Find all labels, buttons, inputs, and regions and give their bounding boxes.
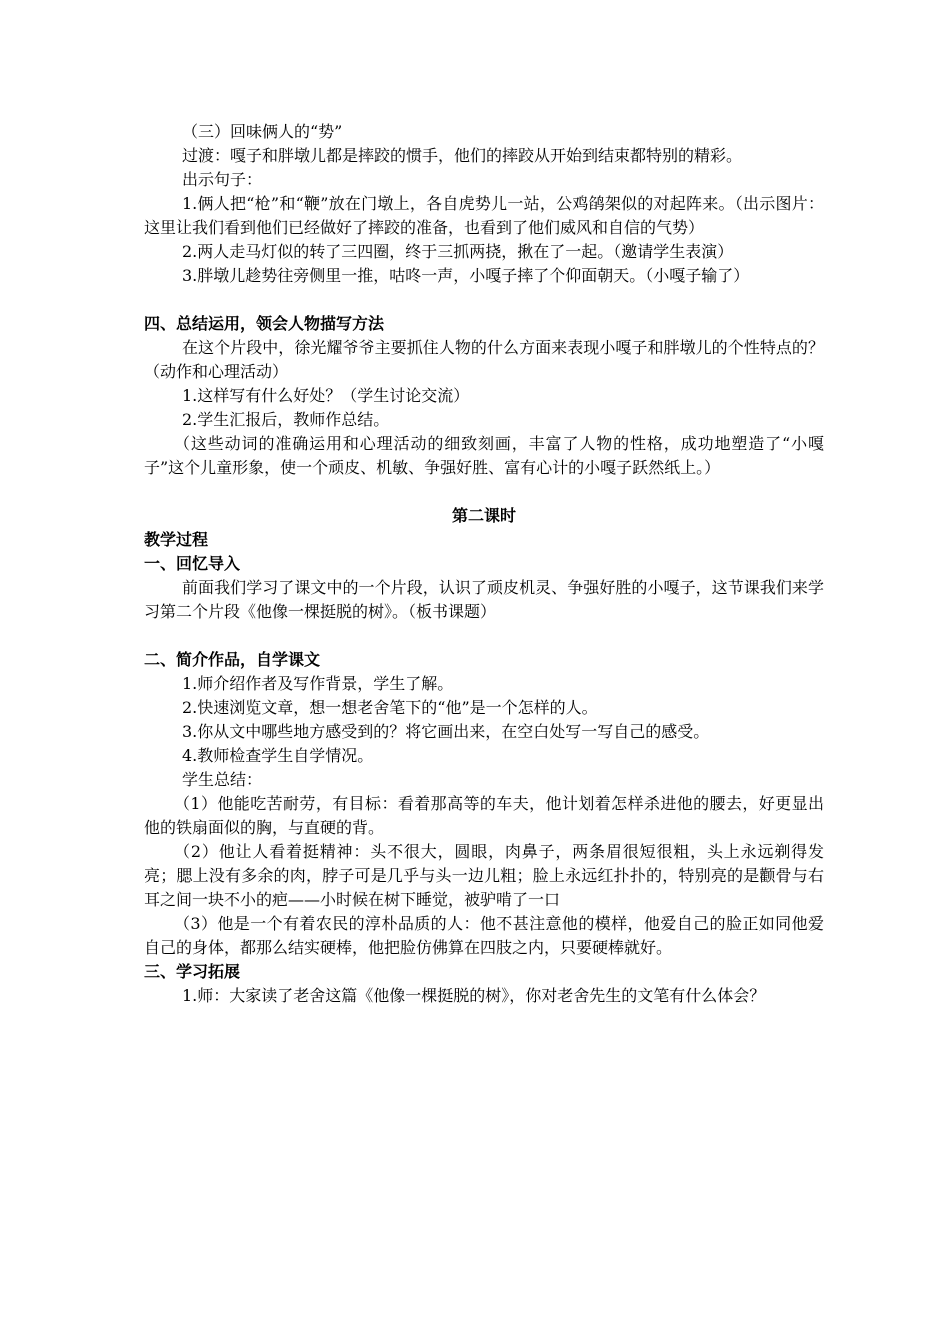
summary-point-2: （2）他让人看着挺精神：头不很大，圆眼，肉鼻子，两条眉很短很粗，头上永远剃得发亮；腮上没有多余的肉，脖子可是几乎与头一边儿粗；脸上永远红扑扑的，特别亮的是颧骨与右耳之间一块不小的疤——小时候在树下睡觉，被驴啃了一口	[144, 842, 824, 909]
section-4-item-1: 1.这样写有什么好处？（学生讨论交流）	[182, 386, 470, 405]
section-4-paragraph: 在这个片段中，徐光耀爷爷主要抓住人物的什么方面来表现小嘎子和胖墩儿的个性特点的？（动作和心理活动）	[144, 338, 824, 381]
sentence-3: 3.胖墩儿趁势往旁侧里一推，咕咚一声，小嘎子摔了个仰面朝天。（小嘎子输了）	[182, 266, 750, 285]
review-intro-paragraph: 前面我们学习了课文中的一个片段，认识了顽皮机灵、争强好胜的小嘎子，这节课我们来学习第二个片段《他像一棵挺脱的树》。（板书课题）	[144, 578, 824, 621]
self-study-item-2: 2.快速浏览文章，想一想老舍笔下的“他”是一个怎样的人。	[182, 698, 598, 717]
show-sentences-label: 出示句子：	[182, 170, 263, 189]
sentence-2: 2.两人走马灯似的转了三四圈，终于三抓两挠，揪在了一起。（邀请学生表演）	[182, 242, 734, 261]
part3-heading: （三）回味俩人的“势”	[182, 122, 343, 141]
teaching-process-heading: 教学过程	[144, 530, 209, 549]
self-study-heading: 二、简介作品，自学课文	[144, 650, 321, 669]
self-study-item-3: 3.你从文中哪些地方感受到的？将它画出来，在空白处写一写自己的感受。	[182, 722, 710, 741]
student-summary-label: 学生总结：	[182, 770, 263, 789]
document-page	[144, 120, 824, 1008]
self-study-item-4: 4.教师检查学生自学情况。	[182, 746, 374, 765]
section-4-conclusion: （这些动词的准确运用和心理活动的细致刻画，丰富了人物的性格，成功地塑造了“小嘎子”这个儿童形象，使一个顽皮、机敏、争强好胜、富有心计的小嘎子跃然纸上。）	[144, 434, 824, 477]
sentence-1: 1.俩人把“枪”和“鞭”放在门墩上，各自虎势儿一站，公鸡鹐架似的对起阵来。（出示图片：这里让我们看到他们已经做好了摔跤的准备，也看到了他们威风和自信的气势）	[144, 194, 824, 237]
extension-item-1: 1.师：大家读了老舍这篇《他像一棵挺脱的树》，你对老舍先生的文笔有什么体会？	[182, 986, 766, 1005]
transition-text: 过渡：嘎子和胖墩儿都是摔跤的惯手，他们的摔跤从开始到结束都特别的精彩。	[182, 146, 743, 165]
summary-point-3: （3）他是一个有着农民的淳朴品质的人：他不甚注意他的模样，他爱自己的脸正如同他爱自己的身体，都那么结实硬棒，他把脸仿佛算在四肢之内，只要硬棒就好。	[144, 914, 824, 957]
section-4-item-2: 2.学生汇报后，教师作总结。	[182, 410, 390, 429]
self-study-item-1: 1.师介绍作者及写作背景，学生了解。	[182, 674, 454, 693]
section-4-heading: 四、总结运用，领会人物描写方法	[144, 314, 385, 333]
review-intro-heading: 一、回忆导入	[144, 554, 241, 573]
summary-point-1: （1）他能吃苦耐劳，有目标：看着那高等的车夫，他计划着怎样杀进他的腰去，好更显出他的铁扇面似的胸，与直硬的背。	[144, 794, 824, 837]
lesson-2-title: 第二课时	[451, 506, 516, 525]
extension-heading: 三、学习拓展	[144, 962, 241, 981]
